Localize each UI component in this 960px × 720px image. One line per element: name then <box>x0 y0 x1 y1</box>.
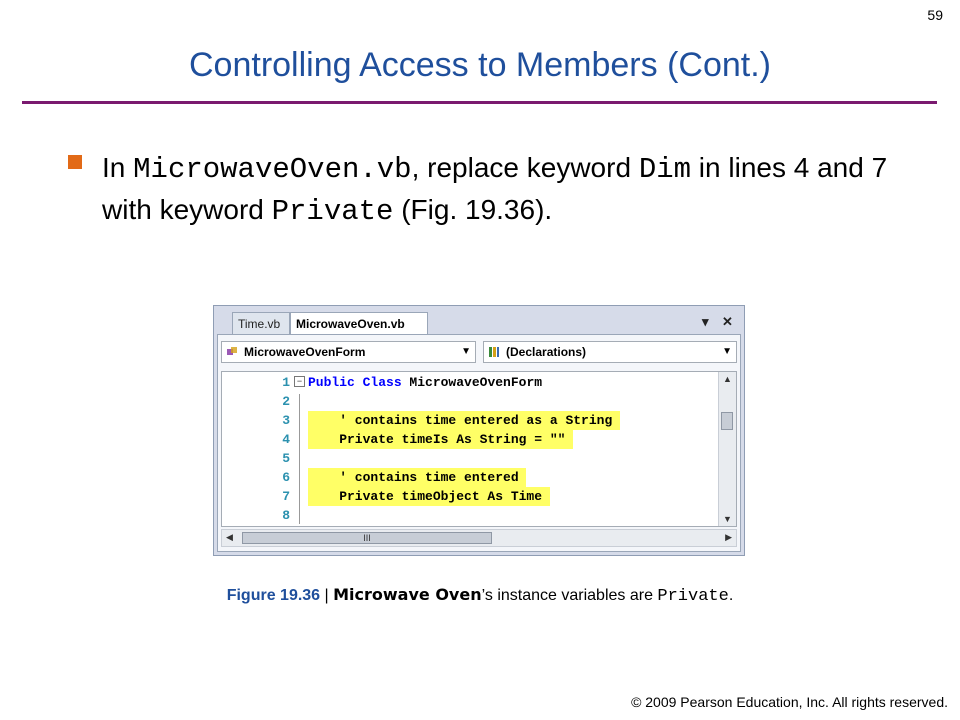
ide-screenshot <box>213 305 745 556</box>
bullet-square-icon <box>68 155 82 169</box>
class-icon <box>226 346 238 358</box>
filename-code: MicrowaveOven.vb <box>133 153 412 186</box>
horizontal-scrollbar[interactable] <box>221 529 737 547</box>
code-line <box>222 411 722 430</box>
copyright-footer: © 2009 Pearson Education, Inc. All rights reserved. <box>631 694 948 710</box>
title-divider <box>22 101 937 104</box>
bullet-text <box>102 148 942 232</box>
line-number: 1 <box>282 375 290 390</box>
scroll-thumb[interactable]: III <box>242 532 492 544</box>
keyword-dim-code: Dim <box>638 153 692 186</box>
scroll-down-icon[interactable]: ▼ <box>723 514 732 524</box>
code-editor[interactable] <box>221 371 737 527</box>
code-line <box>222 430 722 449</box>
bullet-text-part: , replace keyword <box>411 152 639 183</box>
tab-microwaveoven-vb[interactable]: MicrowaveOven.vb <box>290 312 428 334</box>
slide-number: 59 <box>927 7 943 23</box>
bullet-text-part: in lines 4 and 7 with keyword <box>102 152 888 225</box>
figure-number: Figure 19.36 <box>226 587 321 604</box>
collapse-icon[interactable]: − <box>294 376 305 387</box>
keyword-private-code: Private <box>271 195 394 228</box>
class-name: MicrowaveOvenForm <box>401 375 543 390</box>
line-number: 5 <box>282 451 290 466</box>
line-number: 2 <box>282 394 290 409</box>
bullet-text-part: In <box>102 152 134 183</box>
class-combo-value: MicrowaveOvenForm <box>244 345 366 359</box>
method-name-combo[interactable] <box>483 341 737 363</box>
caption-end: . <box>728 587 734 604</box>
scroll-left-icon[interactable]: ◀ <box>226 532 233 542</box>
scroll-thumb[interactable] <box>721 412 733 430</box>
caption-separator: | <box>320 587 334 604</box>
tab-dropdown-icon[interactable]: ▾ <box>702 314 709 329</box>
close-icon[interactable]: ✕ <box>722 314 733 329</box>
code-line <box>222 468 722 487</box>
line-number: 8 <box>282 508 290 523</box>
line-number: 4 <box>282 432 290 447</box>
code-editor-panel <box>217 334 741 552</box>
code-text: Private timeObject As Time <box>308 489 550 504</box>
code-line <box>222 449 722 468</box>
chevron-down-icon: ▼ <box>461 346 471 357</box>
class-name-combo[interactable] <box>221 341 476 363</box>
line-number: 7 <box>282 489 290 504</box>
figure-caption <box>0 585 960 606</box>
chevron-down-icon: ▼ <box>722 346 732 357</box>
code-text <box>308 373 542 392</box>
declarations-icon <box>488 346 500 358</box>
scroll-up-icon[interactable]: ▲ <box>723 374 732 384</box>
vertical-scrollbar[interactable] <box>718 372 736 526</box>
caption-text: ’s instance variables are <box>481 587 658 604</box>
line-number: 3 <box>282 413 290 428</box>
tab-time-vb[interactable]: Time.vb <box>232 312 290 334</box>
line-number: 6 <box>282 470 290 485</box>
caption-code: Private <box>657 587 729 606</box>
keyword: Public Class <box>308 375 402 390</box>
code-text: ' contains time entered as a String <box>308 413 621 428</box>
code-text: ' contains time entered <box>308 470 527 485</box>
code-line <box>222 373 722 392</box>
app-name: Microwave Oven <box>333 585 482 604</box>
code-text: Private timeIs As String = "" <box>308 432 574 447</box>
bullet-text-part: (Fig. 19.36). <box>393 194 553 225</box>
method-combo-value: (Declarations) <box>506 345 587 359</box>
code-line <box>222 506 722 525</box>
page-title: Controlling Access to Members (Cont.) <box>189 46 771 84</box>
code-line <box>222 487 722 506</box>
scroll-right-icon[interactable]: ▶ <box>725 532 732 542</box>
code-line <box>222 392 722 411</box>
